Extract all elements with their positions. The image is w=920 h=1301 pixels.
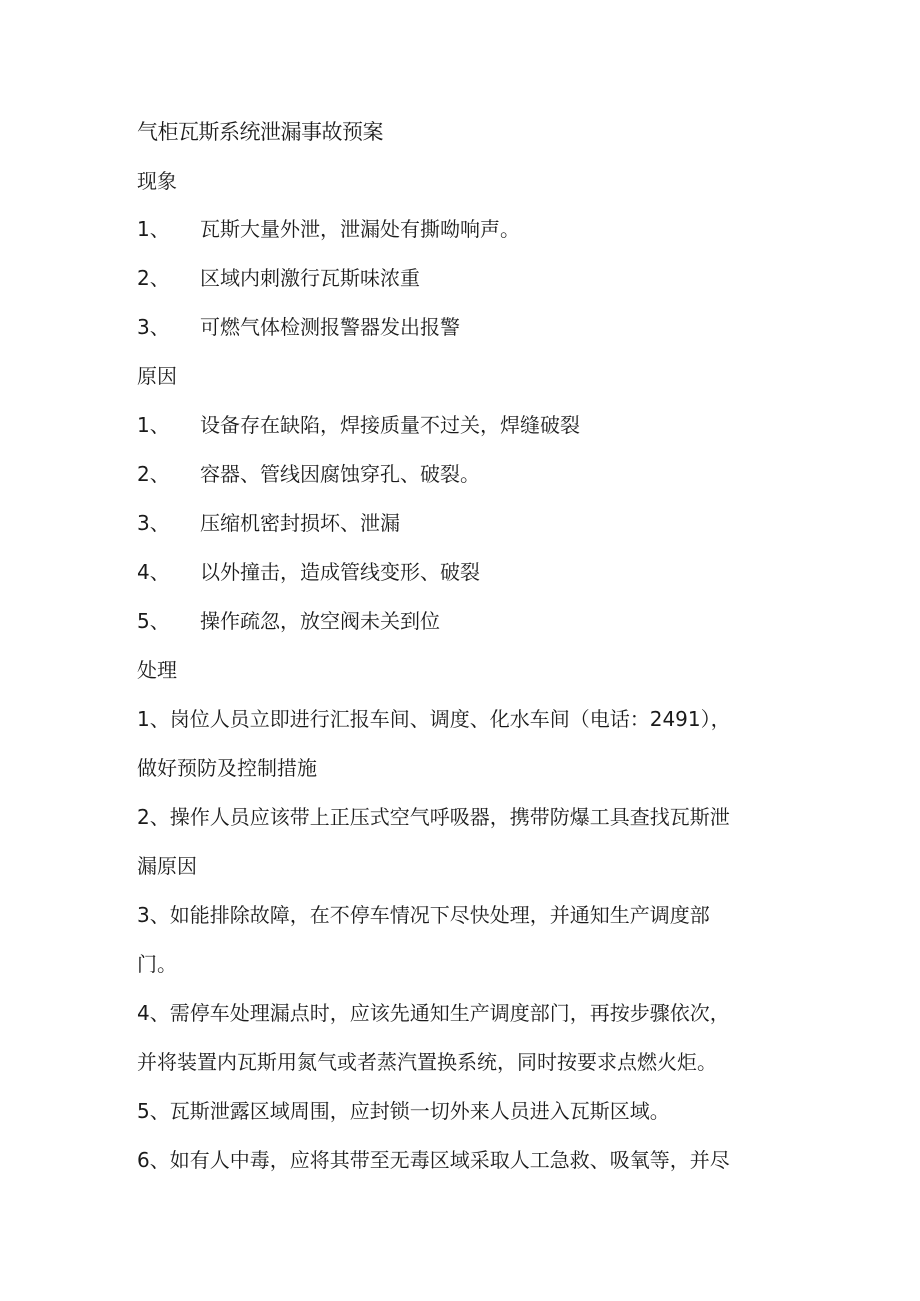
paragraph-line: 6、如有人中毒，应将其带至无毒区域采取人工急救、吸氧等，并尽 xyxy=(137,1148,730,1172)
list-text: 压缩机密封损坏、泄漏 xyxy=(200,511,400,535)
paragraph-line: 漏原因 xyxy=(137,854,197,878)
section-heading-symptoms: 现象 xyxy=(137,169,177,193)
list-number: 1、 xyxy=(137,413,170,437)
paragraph-line: 门。 xyxy=(137,952,177,976)
list-item xyxy=(137,557,480,587)
list-number: 3、 xyxy=(137,511,170,535)
section-heading-handling: 处理 xyxy=(137,658,177,682)
paragraph-line: 并将装置内瓦斯用氮气或者蒸汽置换系统，同时按要求点燃火炬。 xyxy=(137,1050,717,1074)
section-heading-causes: 原因 xyxy=(137,364,177,388)
list-text: 容器、管线因腐蚀穿孔、破裂。 xyxy=(200,462,480,486)
list-number: 4、 xyxy=(137,560,170,584)
list-item xyxy=(137,214,520,244)
list-number: 2、 xyxy=(137,462,170,486)
list-item xyxy=(137,606,440,636)
list-text: 操作疏忽，放空阀未关到位 xyxy=(200,609,440,633)
list-text: 可燃气体检测报警器发出报警 xyxy=(200,315,460,339)
paragraph-line: 2、操作人员应该带上正压式空气呼吸器，携带防爆工具查找瓦斯泄 xyxy=(137,805,730,829)
list-number: 3、 xyxy=(137,315,170,339)
paragraph-line: 4、需停车处理漏点时，应该先通知生产调度部门，再按步骤依次， xyxy=(137,1001,730,1025)
paragraph-line: 做好预防及控制措施 xyxy=(137,756,317,780)
list-text: 设备存在缺陷，焊接质量不过关，焊缝破裂 xyxy=(200,413,580,437)
list-text: 以外撞击，造成管线变形、破裂 xyxy=(200,560,480,584)
paragraph-line: 5、瓦斯泄露区域周围，应封锁一切外来人员进入瓦斯区域。 xyxy=(137,1099,670,1123)
list-number: 1、 xyxy=(137,217,170,241)
list-item xyxy=(137,410,580,440)
list-item xyxy=(137,312,460,342)
list-text: 区域内刺激行瓦斯味浓重 xyxy=(200,266,420,290)
list-number: 2、 xyxy=(137,266,170,290)
list-item xyxy=(137,508,400,538)
document-title: 气柜瓦斯系统泄漏事故预案 xyxy=(137,120,383,144)
list-item xyxy=(137,263,420,293)
paragraph-line: 1、岗位人员立即进行汇报车间、调度、化水车间（电话：2491）， xyxy=(137,707,731,731)
list-text: 瓦斯大量外泄，泄漏处有撕呦响声。 xyxy=(200,217,520,241)
paragraph-line: 3、如能排除故障，在不停车情况下尽快处理，并通知生产调度部 xyxy=(137,903,710,927)
list-item xyxy=(137,459,480,489)
list-number: 5、 xyxy=(137,609,170,633)
